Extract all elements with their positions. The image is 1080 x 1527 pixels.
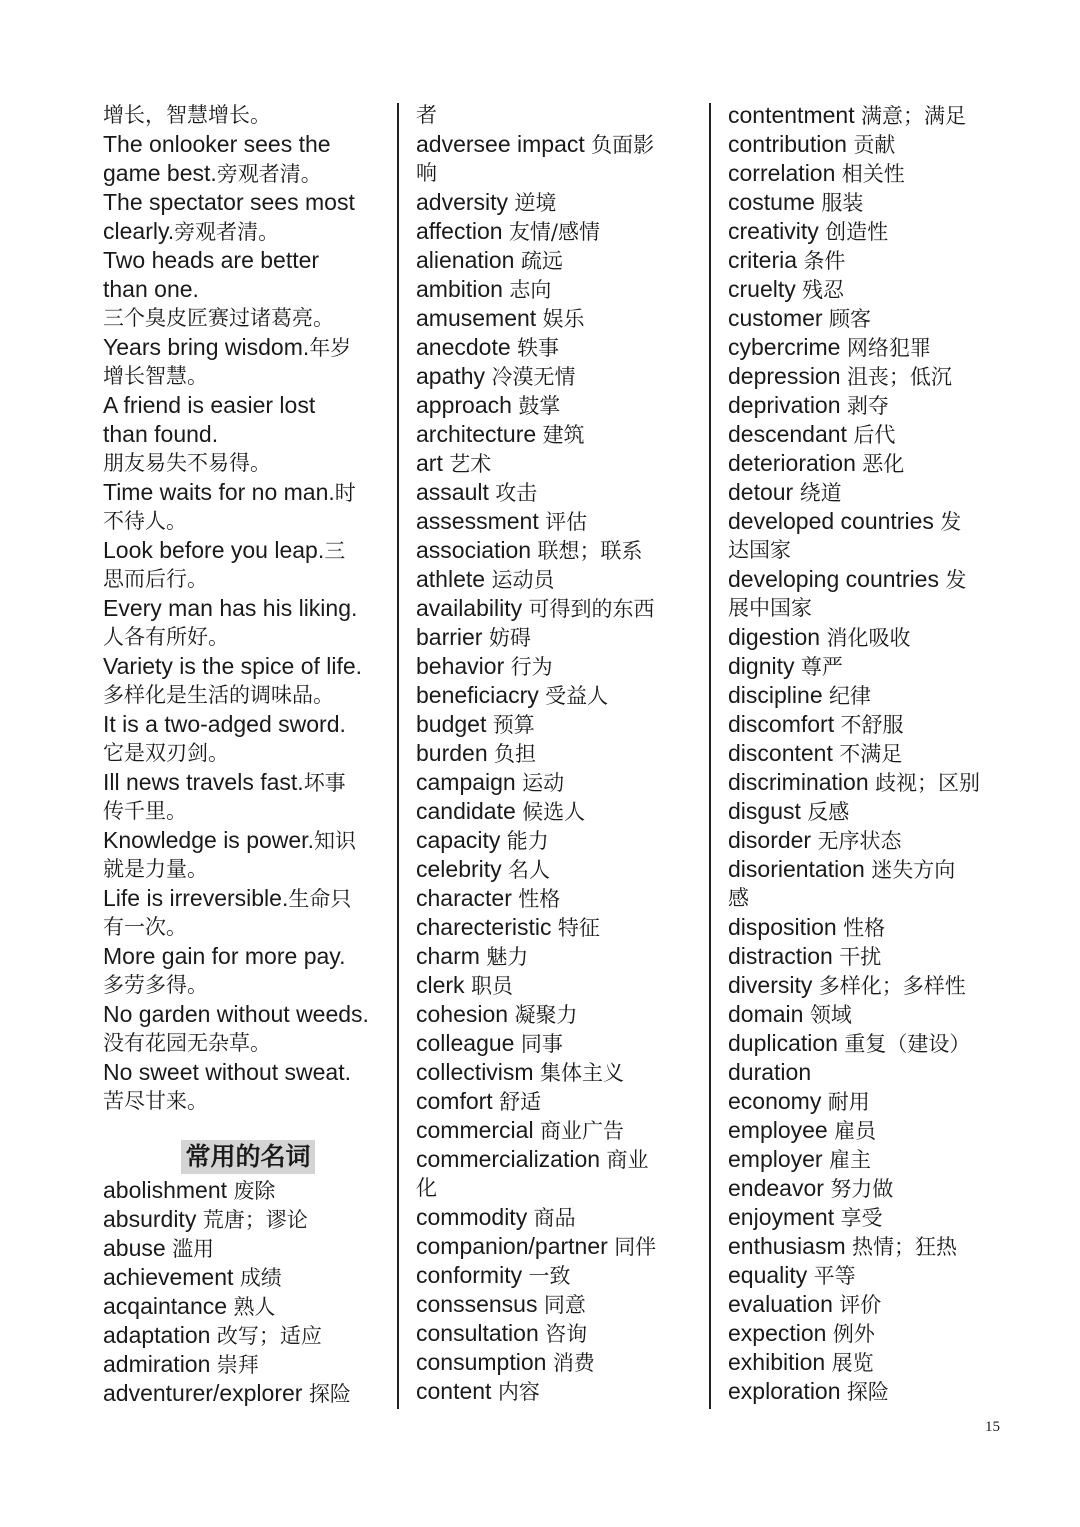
text-line: No garden without weeds. bbox=[103, 1001, 369, 1027]
text-line: diversity 多样化；多样性 bbox=[728, 972, 966, 998]
text-line: clearly.旁观者清。 bbox=[103, 218, 280, 244]
text-line: economy 耐用 bbox=[728, 1088, 870, 1114]
text-line: 展中国家 bbox=[728, 596, 812, 620]
text-line: 有一次。 bbox=[103, 915, 187, 939]
text-line: digestion 消化吸收 bbox=[728, 624, 911, 650]
text-line: Ill news travels fast.坏事 bbox=[103, 769, 346, 795]
text-line: adversee impact 负面影 bbox=[416, 131, 655, 157]
text-line: disposition 性格 bbox=[728, 914, 886, 940]
text-line: No sweet without sweat. bbox=[103, 1059, 352, 1085]
text-line: acqaintance 熟人 bbox=[103, 1293, 276, 1319]
text-line: abolishment 废除 bbox=[103, 1177, 276, 1203]
text-line: evaluation 评价 bbox=[728, 1291, 882, 1317]
text-line: contribution 贡献 bbox=[728, 131, 896, 157]
text-line: 就是力量。 bbox=[103, 857, 208, 881]
column-1 bbox=[103, 101, 393, 1408]
text-line: availability 可得到的东西 bbox=[416, 595, 655, 621]
text-line: 没有花园无杂草。 bbox=[103, 1031, 271, 1055]
text-line: 增长，智慧增长。 bbox=[103, 103, 271, 127]
text-line: assault 攻击 bbox=[416, 479, 538, 505]
text-line: game best.旁观者清。 bbox=[103, 160, 322, 186]
text-line: achievement 成绩 bbox=[103, 1264, 282, 1290]
text-line: apathy 冷漠无情 bbox=[416, 363, 576, 389]
text-line: capacity 能力 bbox=[416, 827, 549, 853]
text-line: content 内容 bbox=[416, 1378, 540, 1404]
text-line: 三个臭皮匠赛过诸葛亮。 bbox=[103, 306, 334, 330]
text-line: commercial 商业广告 bbox=[416, 1117, 624, 1143]
text-line: alienation 疏远 bbox=[416, 247, 563, 273]
text-line: burden 负担 bbox=[416, 740, 537, 766]
text-line: celebrity 名人 bbox=[416, 856, 551, 882]
noun-list-a bbox=[103, 1176, 393, 1408]
text-line: than one. bbox=[103, 276, 199, 302]
text-line: The onlooker sees the bbox=[103, 131, 331, 157]
text-line: discomfort 不舒服 bbox=[728, 711, 904, 737]
text-line: developing countries 发 bbox=[728, 566, 967, 592]
text-line: than found. bbox=[103, 421, 219, 447]
text-line: comfort 舒适 bbox=[416, 1088, 542, 1114]
section-heading-text: 常用的名词 bbox=[181, 1140, 314, 1174]
text-line: exploration 探险 bbox=[728, 1378, 889, 1404]
text-line: barrier 妨碍 bbox=[416, 624, 531, 650]
text-line: consultation 咨询 bbox=[416, 1320, 588, 1346]
text-line: 思而后行。 bbox=[103, 567, 208, 591]
text-line: campaign 运动 bbox=[416, 769, 565, 795]
text-line: association 联想；联系 bbox=[416, 537, 643, 563]
text-line: adversity 逆境 bbox=[416, 189, 557, 215]
text-line: 苦尽甘来。 bbox=[103, 1089, 208, 1113]
text-line: costume 服装 bbox=[728, 189, 864, 215]
text-line: 化 bbox=[416, 1176, 437, 1200]
text-line: Years bring wisdom.年岁 bbox=[103, 334, 352, 360]
text-line: discipline 纪律 bbox=[728, 682, 871, 708]
text-line: domain 领域 bbox=[728, 1001, 852, 1027]
text-line: 响 bbox=[416, 161, 437, 185]
text-line: endeavor 努力做 bbox=[728, 1175, 894, 1201]
text-line: Every man has his liking. bbox=[103, 595, 358, 621]
text-line: athlete 运动员 bbox=[416, 566, 555, 592]
text-line: descendant 后代 bbox=[728, 421, 896, 447]
text-line: 增长智慧。 bbox=[103, 364, 208, 388]
text-line: correlation 相关性 bbox=[728, 160, 905, 186]
text-line: A friend is easier lost bbox=[103, 392, 316, 418]
text-line: assessment 评估 bbox=[416, 508, 588, 534]
text-line: consumption 消费 bbox=[416, 1349, 595, 1375]
text-line: duplication 重复（建设） bbox=[728, 1030, 971, 1056]
text-line: Knowledge is power.知识 bbox=[103, 827, 356, 853]
text-line: disorientation 迷失方向 bbox=[728, 856, 956, 882]
text-line: discrimination 歧视；区别 bbox=[728, 769, 980, 795]
text-line: charecteristic 特征 bbox=[416, 914, 600, 940]
text-line: depression 沮丧；低沉 bbox=[728, 363, 952, 389]
text-line: conformity 一致 bbox=[416, 1262, 571, 1288]
text-line: 感 bbox=[728, 886, 749, 910]
text-line: duration bbox=[728, 1059, 812, 1085]
text-line: 不待人。 bbox=[103, 509, 187, 533]
text-line: The spectator sees most bbox=[103, 189, 355, 215]
text-line: 朋友易失不易得。 bbox=[103, 451, 271, 475]
text-line: 多劳多得。 bbox=[103, 973, 208, 997]
text-line: character 性格 bbox=[416, 885, 561, 911]
text-line: charm 魅力 bbox=[416, 943, 529, 969]
text-line: conssensus 同意 bbox=[416, 1291, 586, 1317]
proverb-list bbox=[103, 101, 393, 1116]
text-line: cybercrime 网络犯罪 bbox=[728, 334, 931, 360]
text-line: 传千里。 bbox=[103, 799, 187, 823]
text-line: contentment 满意；满足 bbox=[728, 102, 966, 128]
text-line: 多样化是生活的调味品。 bbox=[103, 683, 334, 707]
column-3 bbox=[728, 101, 1028, 1406]
text-line: equality 平等 bbox=[728, 1262, 856, 1288]
text-line: cruelty 残忍 bbox=[728, 276, 845, 302]
column-divider bbox=[397, 103, 399, 1409]
text-line: clerk 职员 bbox=[416, 972, 513, 998]
text-line: disgust 反感 bbox=[728, 798, 850, 824]
text-line: 它是双刃剑。 bbox=[103, 741, 229, 765]
text-line: colleague 同事 bbox=[416, 1030, 563, 1056]
text-line: detour 绕道 bbox=[728, 479, 842, 505]
text-line: ambition 志向 bbox=[416, 276, 552, 302]
text-line: enthusiasm 热情；狂热 bbox=[728, 1233, 958, 1259]
text-line: beneficiacry 受益人 bbox=[416, 682, 609, 708]
text-line: discontent 不满足 bbox=[728, 740, 903, 766]
text-line: budget 预算 bbox=[416, 711, 535, 737]
text-line: amusement 娱乐 bbox=[416, 305, 585, 331]
text-line: behavior 行为 bbox=[416, 653, 553, 679]
text-line: Look before you leap.三 bbox=[103, 537, 346, 563]
text-line: abuse 滥用 bbox=[103, 1235, 215, 1261]
text-line: developed countries 发 bbox=[728, 508, 962, 534]
text-line: approach 鼓掌 bbox=[416, 392, 561, 418]
text-line: absurdity 荒唐；谬论 bbox=[103, 1206, 308, 1232]
text-line: candidate 候选人 bbox=[416, 798, 586, 824]
text-line: commodity 商品 bbox=[416, 1204, 576, 1230]
text-line: collectivism 集体主义 bbox=[416, 1059, 624, 1085]
text-line: admiration 崇拜 bbox=[103, 1351, 259, 1377]
text-line: It is a two-adged sword. bbox=[103, 711, 346, 737]
text-line: 人各有所好。 bbox=[103, 625, 229, 649]
text-line: 者 bbox=[416, 103, 437, 127]
text-line: expection 例外 bbox=[728, 1320, 875, 1346]
text-line: employee 雇员 bbox=[728, 1117, 877, 1143]
text-line: affection 友情/感情 bbox=[416, 218, 600, 244]
text-line: criteria 条件 bbox=[728, 247, 846, 273]
text-line: art 艺术 bbox=[416, 450, 492, 476]
page-number: 15 bbox=[985, 1419, 1000, 1435]
text-line: commercialization 商业 bbox=[416, 1146, 649, 1172]
text-line: deterioration 恶化 bbox=[728, 450, 905, 476]
text-line: adventurer/explorer 探险 bbox=[103, 1380, 351, 1406]
text-line: customer 顾客 bbox=[728, 305, 871, 331]
text-line: employer 雇主 bbox=[728, 1146, 871, 1172]
text-line: More gain for more pay. bbox=[103, 943, 346, 969]
text-line: 达国家 bbox=[728, 538, 791, 562]
section-heading bbox=[103, 1140, 393, 1176]
section-gap bbox=[103, 1116, 393, 1140]
text-line: disorder 无序状态 bbox=[728, 827, 902, 853]
text-line: architecture 建筑 bbox=[416, 421, 585, 447]
text-line: anecdote 轶事 bbox=[416, 334, 560, 360]
text-line: companion/partner 同伴 bbox=[416, 1233, 657, 1259]
column-divider bbox=[709, 103, 711, 1409]
text-line: distraction 干扰 bbox=[728, 943, 882, 969]
text-line: dignity 尊严 bbox=[728, 653, 843, 679]
text-line: Variety is the spice of life. bbox=[103, 653, 363, 679]
text-line: Time waits for no man.时 bbox=[103, 479, 356, 505]
text-line: Two heads are better bbox=[103, 247, 320, 273]
text-line: adaptation 改写；适应 bbox=[103, 1322, 322, 1348]
column-2 bbox=[416, 101, 701, 1406]
text-line: deprivation 剥夺 bbox=[728, 392, 889, 418]
text-line: Life is irreversible.生命只 bbox=[103, 885, 352, 911]
text-line: exhibition 展览 bbox=[728, 1349, 874, 1375]
text-line: cohesion 凝聚力 bbox=[416, 1001, 578, 1027]
text-line: creativity 创造性 bbox=[728, 218, 889, 244]
text-line: enjoyment 享受 bbox=[728, 1204, 883, 1230]
